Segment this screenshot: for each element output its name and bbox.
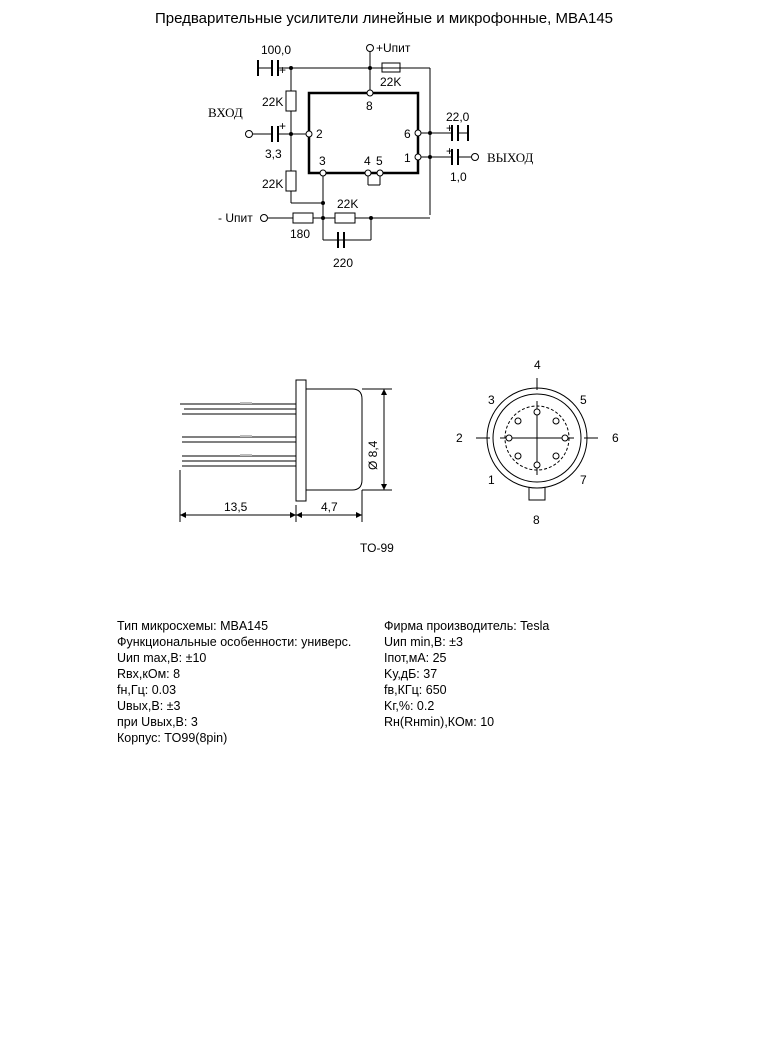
label-vplus: +Uпит bbox=[376, 41, 411, 55]
spec-chip-type: Тип микросхемы: MBA145 bbox=[117, 619, 269, 633]
label-c-out2: 1,0 bbox=[450, 170, 467, 184]
label-input: ВХОД bbox=[208, 105, 243, 120]
spec-package: Корпус: TO99(8pin) bbox=[117, 731, 228, 745]
label-length-leads: 13,5 bbox=[224, 500, 248, 514]
spec-gain: Kу,дБ: 37 bbox=[384, 667, 438, 681]
label-diameter: Ø 8,4 bbox=[366, 440, 380, 470]
pin-8-label: 8 bbox=[366, 99, 373, 113]
pin-1-label: 1 bbox=[404, 151, 411, 165]
spec-fhigh: fв,КГц: 650 bbox=[384, 683, 447, 697]
package-name: TO-99 bbox=[360, 541, 394, 555]
top-pin-5: 5 bbox=[580, 393, 587, 407]
spec-at-vout: при Uвых,B: 3 bbox=[117, 715, 198, 729]
package-body bbox=[306, 389, 362, 490]
top-pin-6: 6 bbox=[612, 431, 619, 445]
spec-manufacturer: Фирма производитель: Tesla bbox=[384, 619, 550, 633]
spec-current: Iпот,мА: 25 bbox=[384, 651, 447, 665]
pin-5-label: 5 bbox=[376, 154, 383, 168]
label-r1: 22K bbox=[262, 95, 284, 109]
top-pin-1: 1 bbox=[488, 473, 495, 487]
label-output: ВЫХОД bbox=[487, 150, 534, 165]
label-plus-1: + bbox=[279, 63, 287, 77]
label-r2: 22K bbox=[262, 177, 284, 191]
top-pin-2: 2 bbox=[456, 431, 463, 445]
spec-rload: Rн(Rнmin),КОм: 10 bbox=[384, 715, 495, 729]
label-plus-3: + bbox=[446, 121, 454, 135]
label-vminus: - Uпит bbox=[218, 211, 253, 225]
pin-6-label: 6 bbox=[404, 127, 411, 141]
top-pin-4: 4 bbox=[534, 358, 541, 372]
label-length-body: 4,7 bbox=[321, 500, 338, 514]
specs-left bbox=[117, 618, 351, 746]
specs-right bbox=[384, 618, 549, 730]
pin-3-label: 3 bbox=[319, 154, 326, 168]
spec-vout: Uвых,B: ±3 bbox=[117, 699, 181, 713]
label-plus-2: + bbox=[279, 119, 287, 133]
spec-thd: Kг,%: 0.2 bbox=[384, 699, 435, 713]
label-c-220: 220 bbox=[333, 256, 354, 270]
top-view-tab bbox=[529, 487, 545, 500]
top-pin-8: 8 bbox=[533, 513, 540, 527]
label-c-out1: 22,0 bbox=[446, 110, 470, 124]
spec-vmax: Uип max,B: ±10 bbox=[117, 651, 207, 665]
label-r-fb: 22K bbox=[337, 197, 359, 211]
spec-vmin: Uип min,B: ±3 bbox=[384, 635, 463, 649]
pin-4-label: 4 bbox=[364, 154, 371, 168]
spec-function: Функциональные особенности: универс. bbox=[117, 635, 352, 649]
label-r-180: 180 bbox=[290, 227, 311, 241]
pin-2-label: 2 bbox=[316, 127, 323, 141]
label-r-top-right: 22K bbox=[380, 75, 402, 89]
page-title: Предварительные усилители линейные и микрофонные, MBA145 bbox=[154, 10, 614, 27]
top-pin-7: 7 bbox=[580, 473, 587, 487]
label-c-top: 100,0 bbox=[261, 43, 292, 57]
spec-flow: fн,Гц: 0.03 bbox=[117, 683, 177, 697]
top-pin-3: 3 bbox=[488, 393, 495, 407]
label-c-in: 3,3 bbox=[265, 147, 282, 161]
package-flange bbox=[296, 380, 306, 501]
spec-rin: Rвх,кОм: 8 bbox=[117, 667, 181, 681]
label-plus-4: + bbox=[446, 144, 454, 158]
